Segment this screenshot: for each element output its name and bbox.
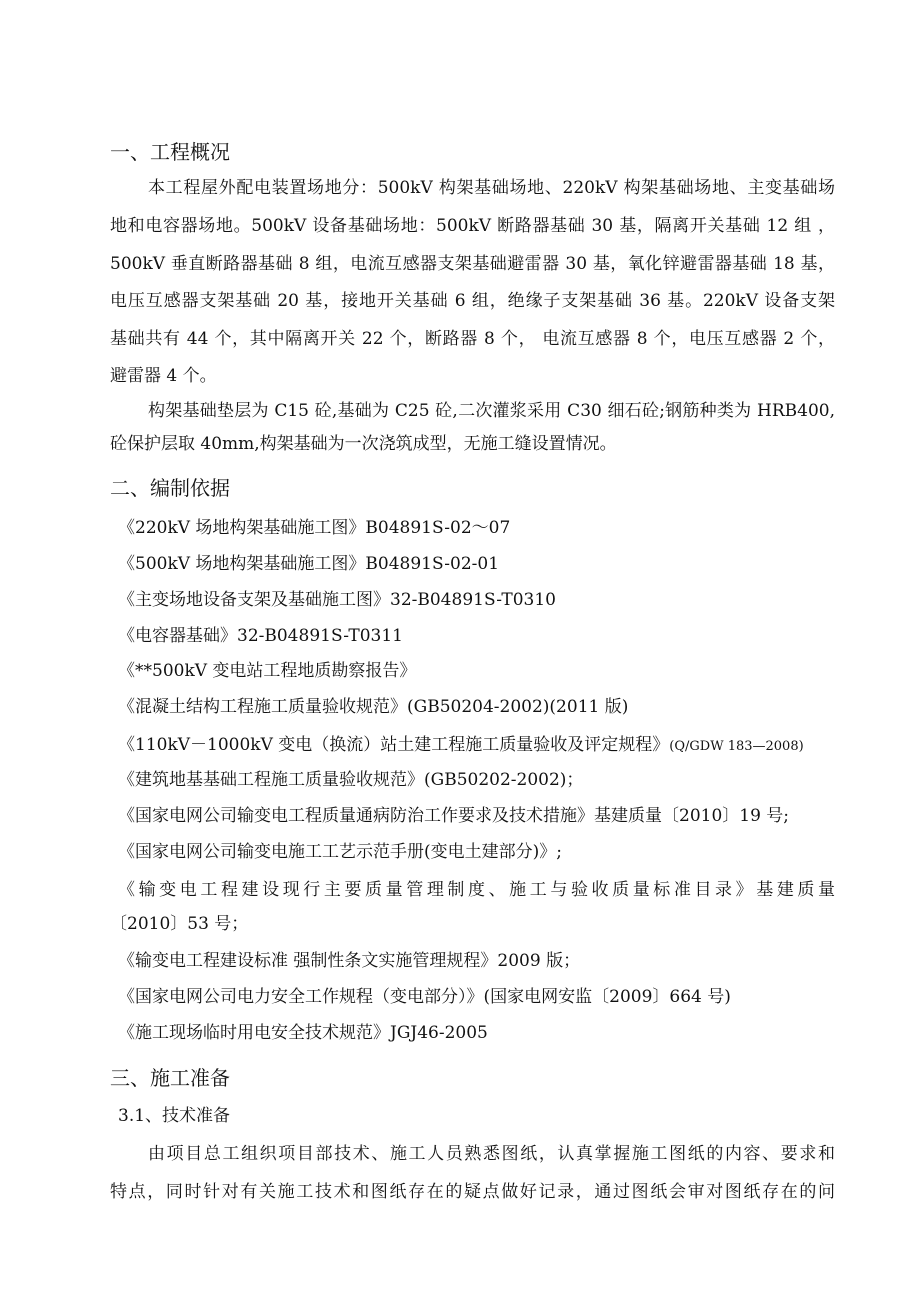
reference-item: 〔2010〕53 号； <box>110 914 249 934</box>
paragraph-line: 地和电容器场地。500kV 设备基础场地：500kV 断路器基础 30 基，隔离开关基础 12 组 ， <box>110 216 835 236</box>
paragraph-line: 特点，同时针对有关施工技术和图纸存在的疑点做好记录，通过图纸会审对图纸存在的问 <box>110 1182 835 1202</box>
reference-item: 《**500kV 变电站工程地质勘察报告》 <box>118 661 417 681</box>
reference-item: 《主变场地设备支架及基础施工图》32-B04891S-T0310 <box>118 590 556 610</box>
paragraph-line: 构架基础垫层为 C15 砼,基础为 C25 砼,二次灌浆采用 C30 细石砼;钢筋种类为 HRB400, <box>148 401 835 421</box>
reference-item: 《国家电网公司输变电工程质量通病防治工作要求及技术措施》基建质量〔2010〕19 号; <box>118 806 790 826</box>
paragraph-line: 砼保护层取 40mm,构架基础为一次浇筑成型，无施工缝设置情况。 <box>110 434 617 454</box>
reference-item: 《施工现场临时用电安全技术规范》JGJ46-2005 <box>118 1023 488 1043</box>
reference-item: 《电容器基础》32-B04891S-T0311 <box>118 626 403 646</box>
paragraph-line: 避雷器 4 个。 <box>110 366 217 386</box>
reference-item-code: (Q/GDW 183—2008) <box>669 739 804 754</box>
paragraph-line: 本工程屋外配电装置场地分：500kV 构架基础场地、220kV 构架基础场地、主变基础场 <box>148 178 835 198</box>
reference-item: 《输变电工程建设现行主要质量管理制度、施工与验收质量标准目录》基建质量 <box>118 880 835 900</box>
paragraph-line: 由项目总工组织项目部技术、施工人员熟悉图纸，认真掌握施工图纸的内容、要求和 <box>148 1144 835 1164</box>
paragraph-line: 500kV 垂直断路器基础 8 组，电流互感器支架基础避雷器 30 基，氧化锌避雷器基础 18 基， <box>110 254 835 274</box>
reference-item: 《国家电网公司输变电施工工艺示范手册(变电土建部分)》; <box>118 842 562 862</box>
reference-item: 《220kV 场地构架基础施工图》B04891S-02～07 <box>118 518 511 538</box>
subsection-heading: 3.1、技术准备 <box>118 1106 231 1126</box>
reference-item: 《建筑地基基础工程施工质量验收规范》(GB50202-2002)； <box>118 770 584 790</box>
reference-item <box>118 733 804 759</box>
reference-item: 《500kV 场地构架基础施工图》B04891S-02-01 <box>118 554 500 574</box>
paragraph-line: 电压互感器支架基础 20 基，接地开关基础 6 组，绝缘子支架基础 36 基。220kV 设备支架 <box>110 291 835 311</box>
section-heading-overview: 一、工程概况 <box>110 140 230 164</box>
section-heading-preparation: 三、施工准备 <box>110 1066 230 1090</box>
reference-item-title: 《110kV－1000kV 变电（换流）站土建工程施工质量验收及评定规程》 <box>118 735 670 755</box>
section-heading-basis: 二、编制依据 <box>110 476 230 500</box>
reference-item: 《输变电工程建设标准 强制性条文实施管理规程》2009 版； <box>118 951 581 971</box>
reference-item: 《混凝土结构工程施工质量验收规范》(GB50204-2002)(2011 版) <box>118 697 629 717</box>
reference-item: 《国家电网公司电力安全工作规程（变电部分）》(国家电网安监〔2009〕664 号) <box>118 987 731 1007</box>
paragraph-line: 基础共有 44 个，其中隔离开关 22 个，断路器 8 个， 电流互感器 8 个，电压互感器 2 个， <box>110 329 835 349</box>
